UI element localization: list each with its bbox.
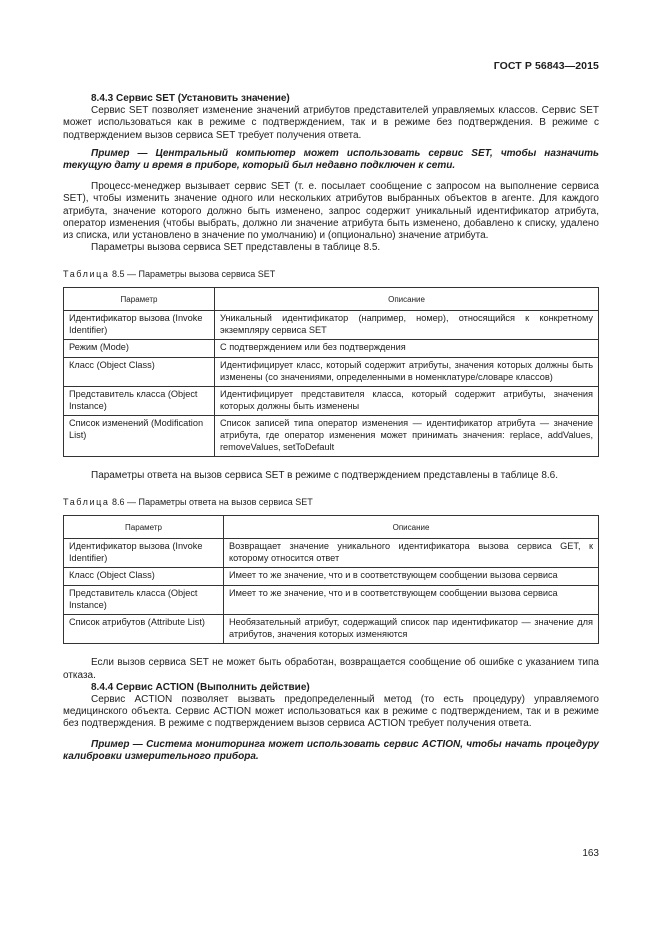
paragraph: Параметры ответа на вызов сервиса SET в режиме с подтверждением представлены в таблице 8.6. — [91, 470, 559, 482]
paragraph: Параметры вызова сервиса SET представлены в таблице 8.5. — [91, 242, 381, 254]
table-caption — [63, 268, 599, 280]
column-header: Описание — [215, 287, 599, 311]
page-content — [63, 93, 599, 763]
paragraph: Если вызов сервиса SET не может быть обработан, возвращается сообщение об ошибке с указанием типа отказа. — [63, 657, 599, 681]
table-cell-description: Имеет то же значение, что и в соответствующем сообщении вызова сервиса — [224, 568, 599, 586]
table-cell-description: Необязательный атрибут, содержащий список пар идентификатор — значение для атрибутов, значения которых изменяются — [224, 615, 599, 644]
table-cell-description: Идентифицирует представителя класса, который содержит атрибуты, значения которых должны быть изменены — [215, 387, 599, 416]
table-cell-description: Список записей типа оператор изменения — идентификатор атрибута — значение атрибута, где оператор изменения может принимать значения: replace, addValues, removeValues, setToDefault — [215, 416, 599, 457]
table-cell-description: Идентифицирует класс, который содержит атрибуты, значения которых должны быть изменены (со значениями, определенными в номенклатуре/словаре классов) — [215, 358, 599, 387]
table-cell-parameter: Режим (Mode) — [64, 340, 215, 358]
table-cell-parameter: Идентификатор вызова (Invoke Identifier) — [64, 311, 215, 340]
table-header-row — [64, 515, 599, 539]
section-heading-8-4-4: 8.4.4 Сервис ACTION (Выполнить действие) — [91, 681, 310, 693]
table-header-row — [64, 287, 599, 311]
table-cell-parameter: Представитель класса (Object Instance) — [64, 585, 224, 614]
table-row — [64, 615, 599, 644]
paragraph: Сервис ACTION позволяет вызвать предопределенный метод (то есть процедуру) управляемого медицинского объекта. Сервис ACTION может использоваться как в режиме с подтверждением, так и в режиме без подтверждения. В режиме с подтверждением вызов сервиса ACTION требует получения ответа. — [63, 693, 599, 730]
table-row — [64, 568, 599, 586]
table-row — [64, 539, 599, 568]
table-cell-description: Имеет то же значение, что и в соответствующем сообщении вызова сервиса — [224, 585, 599, 614]
table-caption — [63, 496, 599, 508]
table-cell-parameter: Класс (Object Class) — [64, 358, 215, 387]
caption-text: 8.6 — Параметры ответа на вызов сервиса SET — [109, 497, 313, 508]
example-note: Пример — Система мониторинга может использовать сервис ACTION, чтобы начать процедуру калибровки измерительного прибора. — [63, 738, 599, 762]
table-cell-parameter: Идентификатор вызова (Invoke Identifier) — [64, 539, 224, 568]
table-row — [64, 416, 599, 457]
table-8-6 — [63, 515, 599, 645]
table-cell-description: С подтверждением или без подтверждения — [215, 340, 599, 358]
table-row — [64, 311, 599, 340]
table-cell-parameter: Класс (Object Class) — [64, 568, 224, 586]
section-heading-8-4-3: 8.4.3 Сервис SET (Установить значение) — [91, 93, 290, 104]
table-cell-description: Уникальный идентификатор (например, номер), относящийся к конкретному экземпляру сервиса SET — [215, 311, 599, 340]
table-cell-parameter: Представитель класса (Object Instance) — [64, 387, 215, 416]
table-row — [64, 585, 599, 614]
table-cell-parameter: Список атрибутов (Attribute List) — [64, 615, 224, 644]
page-number: 163 — [582, 848, 599, 859]
column-header: Параметр — [64, 287, 215, 311]
caption-label: Таблица — [63, 497, 110, 508]
table-row — [64, 340, 599, 358]
caption-text: 8.5 — Параметры вызова сервиса SET — [109, 269, 276, 280]
example-note: Пример — Центральный компьютер может использовать сервис SET, чтобы назначить текущую дату и время в приборе, который был недавно подключен к сети. — [63, 147, 599, 172]
table-cell-description: Возвращает значение уникального идентификатора вызова сервиса GET, к которому относится ответ — [224, 539, 599, 568]
column-header: Описание — [224, 515, 599, 539]
column-header: Параметр — [64, 515, 224, 539]
table-row — [64, 387, 599, 416]
table-cell-parameter: Список изменений (Modification List) — [64, 416, 215, 457]
table-row — [64, 358, 599, 387]
paragraph: Сервис SET позволяет изменение значений атрибутов представителей управляемых классов. Сервис SET может использоваться как в режиме с подтверждением, так и в режиме без подтверждения. В режиме с подтверждением вызов сервиса SET требует получения ответа. — [63, 105, 599, 141]
caption-label: Таблица — [63, 269, 110, 280]
paragraph: Процесс-менеджер вызывает сервис SET (т. е. посылает сообщение с запросом на выполнение сервиса SET), чтобы изменить значение одного или нескольких атрибутов выбранных объектов в агенте. Для каждого атрибута, значение которого должно быть изменено, запрос содержит уникальный идентификатор атрибута, оператор изменения (чтобы выбрать, должно ли значение атрибута быть изменено, добавлено к списку, удалено из списка, или установлено в значение по умолчанию) и (опционально) значение атрибута. — [63, 181, 599, 242]
table-8-5 — [63, 287, 599, 458]
document-id: ГОСТ Р 56843—2015 — [493, 60, 599, 72]
